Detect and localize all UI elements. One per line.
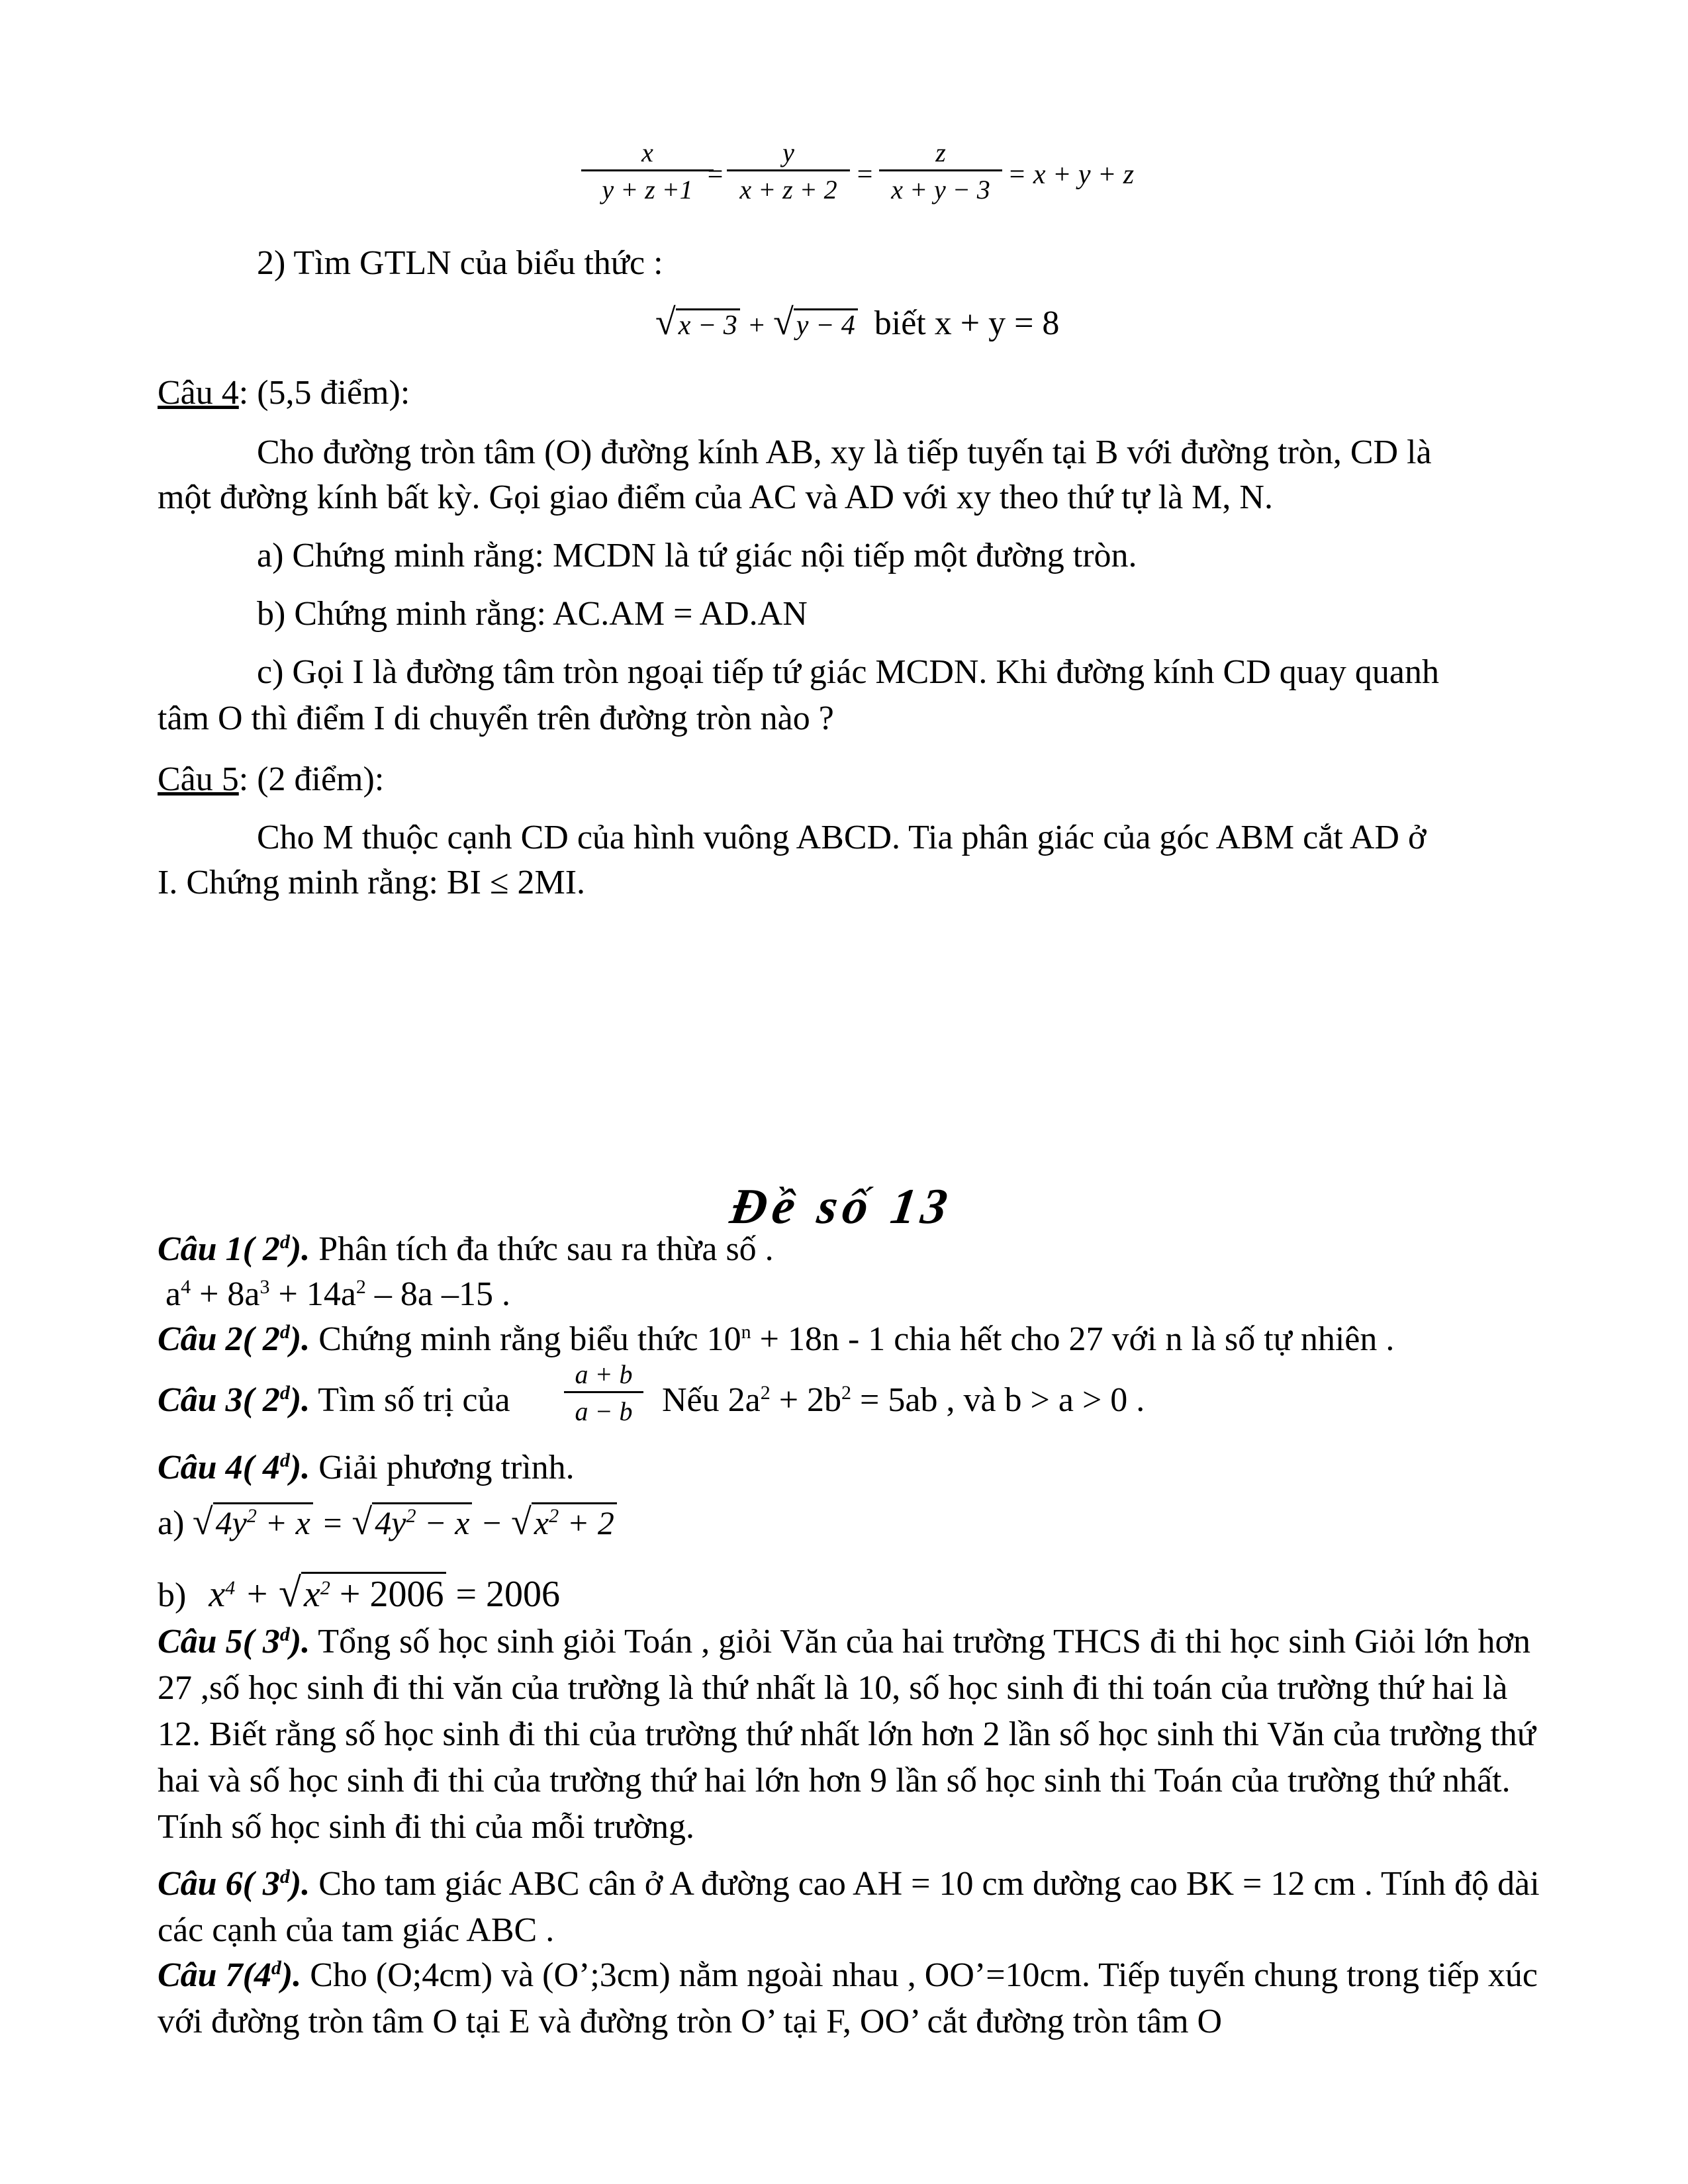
de13-q1-polynomial: $a^4 + 8a^3 + 14a^2 - 8a$ –15 . xyxy=(165,1275,510,1313)
cau4-heading: Câu 4: (5,5 điểm): xyxy=(158,374,410,412)
de13-q1: Câu 1( 2$^d$). Phân tích đa thức sau ra thừa số . xyxy=(158,1230,774,1268)
cau5-heading: Câu 5: (2 điểm): xyxy=(158,760,385,798)
exam-title: Đề số 13 xyxy=(727,1179,957,1234)
de13-q3: Câu 3( 2$^d$). Tìm số trị của xyxy=(158,1381,510,1419)
de13-q4-part-a: a) $√4y^2 + x = √4y^2 - x - √x^2 + 2$ xyxy=(158,1501,617,1543)
de13-q3-fraction: a + b a − b xyxy=(564,1358,643,1426)
de13-q2: Câu 2( 2$^d$). Chứng minh rằng biểu thức $10^n + 18n - 1$ chia hết cho 27 với n là số tự nhiên . xyxy=(158,1320,1395,1358)
de13-q3-condition: Nếu $2a^2 + 2b^2 = 5ab$ , và b > a > 0 . xyxy=(662,1381,1145,1419)
cau5-body-line2: I. Chứng minh rằng: BI ≤ 2MI. xyxy=(158,864,586,901)
cau4-body-line1: Cho đường tròn tâm (O) đường kính AB, xy là tiếp tuyến tại B với đường tròn, CD là xyxy=(257,433,1432,471)
equation-rhs: = x + y + z xyxy=(1008,159,1135,190)
cau4-part-a: a) Chứng minh rằng: MCDN là tứ giác nội tiếp một đường tròn. xyxy=(257,537,1137,574)
equation-fraction-3: z x + y − 3 xyxy=(879,136,1002,205)
sqrt-expression: √x − 3 + √y − 4 biết x + y = 8 xyxy=(655,302,1060,343)
equals-sign-2: = xyxy=(855,159,874,190)
cau4-part-c-line1: c) Gọi I là đường tâm tròn ngoại tiếp tứ giác MCDN. Khi đường kính CD quay quanh xyxy=(257,653,1439,691)
cau4-part-b: b) Chứng minh rằng: AC.AM = AD.AN xyxy=(257,595,808,633)
equation-fraction-2: y x + z + 2 xyxy=(727,136,850,205)
question-2-text: 2) Tìm GTLN của biểu thức : xyxy=(257,244,663,282)
cau4-part-c-line2: tâm O thì điểm I di chuyển trên đường tròn nào ? xyxy=(158,700,834,737)
equals-sign-1: = xyxy=(706,159,725,190)
de13-q7: Câu 7(4$^d$). Cho (O;4cm) và (O’;3cm) nằm ngoài nhau , OO’=10cm. Tiếp tuyến chung trong tiếp xúc với đường tròn tâm O tại E và đường tròn O’ tại F, OO’ cắt đường tròn tâm O xyxy=(158,1956,1538,2040)
de13-q6: Câu 6( 3$^d$). Cho tam giác ABC cân ở A đường cao AH = 10 cm dường cao BK = 12 cm . Tính độ dài các cạnh của tam giác ABC . xyxy=(158,1865,1540,1949)
de13-q4-part-b: b) $x^4 + √x^2 + 2006 = 2006$ xyxy=(158,1570,561,1615)
de13-q5: Câu 5( 3$^d$). Tổng số học sinh giỏi Toán , giỏi Văn của hai trường THCS đi thi học sinh Giỏi lớn hơn 27 ,số học sinh đi thi văn của trường là thứ nhất là 10, số học sinh đi thi toán của trường thứ hai là 12. Biết rằng số học sinh đi thi của trường thứ nhất lớn hơn 2 lần số học sinh thi Văn của trường thứ hai và số học sinh đi thi của trường thứ hai lớn hơn 9 lần số học sinh thi Toán của trường thứ nhất. Tính số học sinh đi thi của mỗi trường. xyxy=(158,1623,1536,1846)
equation-fraction-1: x y + z +1 xyxy=(581,136,714,205)
de13-q4: Câu 4( 4$^d$). Giải phương trình. xyxy=(158,1449,575,1486)
cau5-body-line1: Cho M thuộc cạnh CD của hình vuông ABCD. Tia phân giác của góc ABM cắt AD ở xyxy=(257,819,1427,856)
cau4-body-line2: một đường kính bất kỳ. Gọi giao điểm của AC và AD với xy theo thứ tự là M, N. xyxy=(158,478,1273,516)
